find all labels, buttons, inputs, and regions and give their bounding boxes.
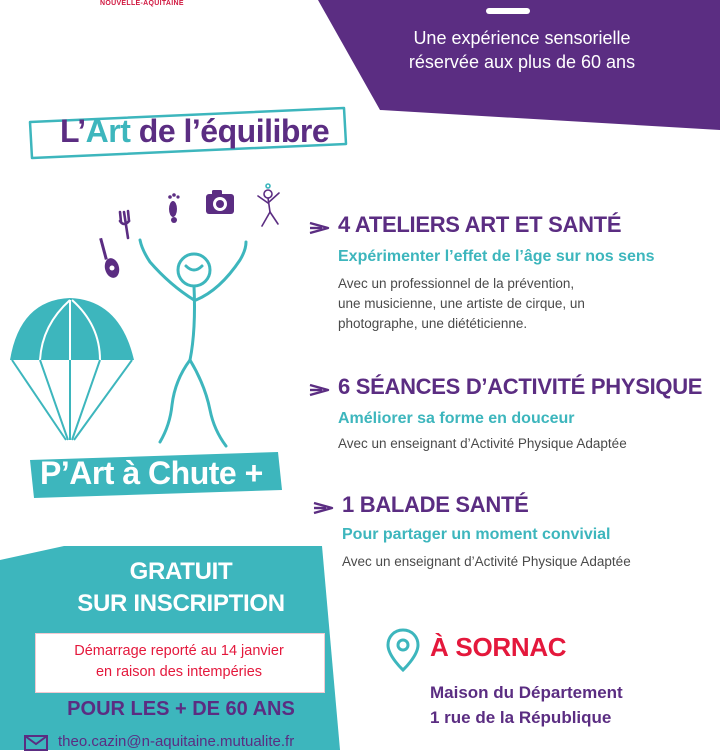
acrobat-icon xyxy=(258,184,279,226)
registration-line: GRATUIT xyxy=(129,558,233,585)
guitar-icon xyxy=(99,238,121,280)
section-title: 1 BALADE SANTÉ xyxy=(342,492,529,517)
section-title: 4 ATELIERS ART ET SANTÉ xyxy=(338,212,622,237)
header-tagline xyxy=(372,26,672,74)
tagline-line: Une expérience sensorielle xyxy=(413,28,631,48)
postponement-notice xyxy=(35,641,323,683)
tagline-line: réservée aux plus de 60 ans xyxy=(408,52,636,72)
parachute-icon xyxy=(10,298,134,440)
juggler-illustration xyxy=(0,170,310,460)
title-part: de l’équilibre xyxy=(130,113,330,149)
address-line: Maison du Département xyxy=(430,683,623,702)
address-line: 1 rue de la République xyxy=(430,708,612,727)
contact-email[interactable]: theo.cazin@n-aquitaine.mutualite.fr xyxy=(58,733,295,750)
chevron-icon xyxy=(308,220,332,236)
description-line: Avec un enseignant d’Activité Physique Adaptée xyxy=(342,554,631,569)
location-pin-icon xyxy=(386,628,420,672)
notice-line: en raison des intempéries xyxy=(95,664,263,680)
title-part-highlight: Art xyxy=(85,113,131,149)
notice-line: Démarrage reporté au 14 janvier xyxy=(74,643,284,659)
section-title: 6 SÉANCES D’ACTIVITÉ PHYSIQUE xyxy=(338,374,703,399)
section-subtitle: Expérimenter l’effet de l’âge sur nos sens xyxy=(338,248,655,265)
section-description xyxy=(338,274,698,334)
camera-icon xyxy=(206,190,234,214)
registration-line: SUR INSCRIPTION xyxy=(77,590,285,617)
section-subtitle: Pour partager un moment convivial xyxy=(342,526,611,543)
age-requirement: POUR LES + DE 60 ANS xyxy=(67,698,295,720)
description-line: Avec un professionnel de la prévention, xyxy=(338,276,575,291)
footprint-icon xyxy=(168,193,179,223)
brand-name: P’Art à Chute + xyxy=(40,455,263,491)
page-title xyxy=(60,113,329,150)
banner-dash xyxy=(486,8,530,14)
section-description xyxy=(338,434,708,454)
stick-figure-icon xyxy=(140,240,246,446)
organization-name: NOUVELLE-AQUITAINE xyxy=(100,0,184,7)
chevron-icon xyxy=(308,382,332,398)
mail-icon xyxy=(24,735,48,751)
title-part: L’ xyxy=(60,113,86,149)
chevron-icon xyxy=(312,500,336,516)
description-line: Avec un enseignant d’Activité Physique Adaptée xyxy=(338,436,627,451)
location-title: À SORNAC xyxy=(430,632,567,662)
section-description xyxy=(342,552,712,572)
description-line: une musicienne, une artiste de cirque, un xyxy=(338,296,585,311)
section-subtitle: Améliorer sa forme en douceur xyxy=(338,410,575,427)
fork-icon xyxy=(120,211,129,238)
registration-heading xyxy=(40,556,322,620)
location-address xyxy=(430,680,623,730)
description-line: photographe, une diététicienne. xyxy=(338,316,528,331)
